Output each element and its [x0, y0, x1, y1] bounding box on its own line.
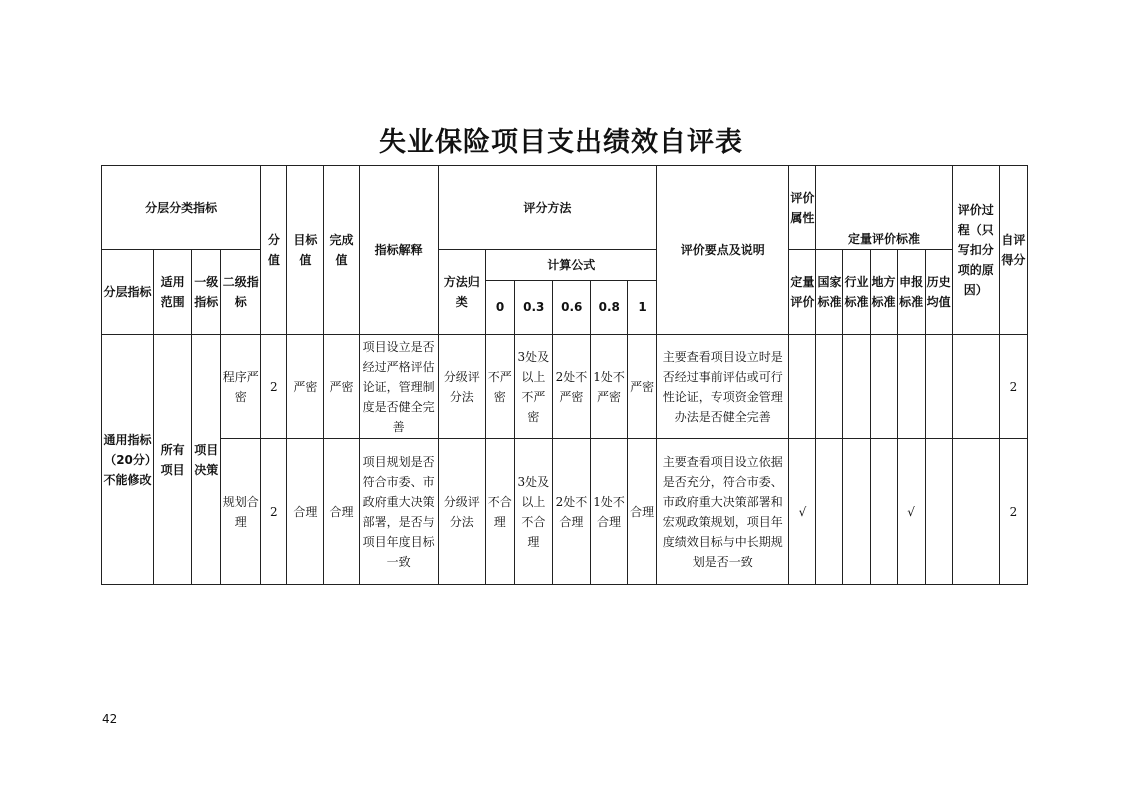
table-row: [102, 439, 1028, 585]
row-formula-0-3: 3处及以上不严密: [514, 335, 552, 439]
header-industry-standard: 行业标准: [843, 250, 870, 335]
header-level2: 二级指标: [221, 250, 261, 335]
table-row: [102, 335, 1028, 439]
row-national: [816, 439, 843, 585]
row-formula-1: 合理: [628, 439, 657, 585]
row-method: 分级评分法: [438, 439, 485, 585]
header-formula-0-3: 0.3: [515, 280, 553, 334]
header-eval-attribute: 评价属性: [789, 166, 816, 250]
row-target: 合理: [287, 439, 324, 585]
group-layer: 通用指标（20分）不能修改: [102, 335, 154, 585]
row-explanation: 项目规划是否符合市委、市政府重大决策部署，是否与项目年度目标一致: [359, 439, 438, 585]
row-local: [870, 335, 897, 439]
header-self-score: 自评得分: [999, 166, 1027, 335]
header-target-value: 目标值: [287, 166, 324, 335]
row-local: [870, 439, 897, 585]
row-score: 2: [261, 439, 287, 585]
row-self-score: 2: [999, 335, 1027, 439]
header-formula-0: 0: [486, 280, 515, 334]
header-row-1: [102, 166, 1028, 250]
row-key-points: 主要查看项目设立时是否经过事前评估或可行性论证，专项资金管理办法是否健全完善: [657, 335, 789, 439]
document-title: 失业保险项目支出绩效自评表: [379, 127, 743, 158]
header-history-average: 历史均值: [925, 250, 952, 335]
row-declared: √: [897, 439, 925, 585]
row-formula-0-6: 2处不严密: [552, 335, 590, 439]
header-score: 分值: [261, 166, 287, 335]
row-industry: [843, 439, 870, 585]
header-method-type: 方法归类: [438, 250, 485, 335]
row-level2: 程序严密: [221, 335, 261, 439]
header-indicator-explanation: 指标解释: [359, 166, 438, 335]
header-declared-standard: 申报标准: [897, 250, 925, 335]
row-target: 严密: [287, 335, 324, 439]
header-level1: 一级指标: [192, 250, 221, 335]
row-level2: 规划合理: [221, 439, 261, 585]
row-explanation: 项目设立是否经过严格评估论证，管理制度是否健全完善: [359, 335, 438, 439]
row-process: [952, 439, 999, 585]
row-formula-0-8: 1处不严密: [590, 335, 627, 439]
performance-table: [101, 165, 1028, 585]
header-layer-indicator: 分层指标: [102, 250, 154, 335]
row-formula-0-6: 2处不合理: [552, 439, 590, 585]
row-completion: 合理: [324, 439, 359, 585]
header-formula-1: 1: [638, 300, 647, 315]
row-history: [925, 335, 952, 439]
row-formula-0-8: 1处不合理: [590, 439, 627, 585]
group-level1: 项目决策: [192, 335, 221, 585]
row-key-points: 主要查看项目设立依据是否充分，符合市委、市政府重大决策部署和宏观政策规划，项目年度绩效目标与中长期规划是否一致: [657, 439, 789, 585]
row-method: 分级评分法: [438, 335, 485, 439]
row-completion: 严密: [324, 335, 359, 439]
header-key-points: 评价要点及说明: [657, 166, 789, 335]
header-national-standard: 国家标准: [816, 250, 843, 335]
row-formula-0: 不严密: [485, 335, 514, 439]
row-quant-eval: √: [789, 439, 816, 585]
row-history: [925, 439, 952, 585]
row-quant-eval: [789, 335, 816, 439]
header-local-standard: 地方标准: [870, 250, 897, 335]
header-scoring-method: 评分方法: [438, 166, 656, 250]
header-quant-eval: 定量评价: [789, 250, 816, 335]
header-formula-block: [485, 250, 656, 335]
group-scope: 所有项目: [154, 335, 192, 585]
header-row-2: [102, 250, 1028, 335]
row-industry: [843, 335, 870, 439]
header-completion-value: 完成值: [324, 166, 359, 335]
row-self-score: 2: [999, 439, 1027, 585]
header-formula-0-6: 0.6: [553, 280, 591, 334]
page-number: 42: [102, 712, 118, 726]
row-national: [816, 335, 843, 439]
header-quant-standard: 定量评价标准: [816, 166, 952, 250]
header-formula-0-8: 0.8: [591, 280, 628, 334]
row-formula-1: 严密: [628, 335, 657, 439]
row-formula-0-3: 3处及以上不合理: [514, 439, 552, 585]
row-score: 2: [261, 335, 287, 439]
row-declared: [897, 335, 925, 439]
header-applicable-scope: 适用范围: [154, 250, 192, 335]
header-eval-process: 评价过程（只写扣分项的原因）: [952, 166, 999, 335]
row-process: [952, 335, 999, 439]
header-formula: 计算公式: [486, 250, 657, 280]
header-group-indicator: 分层分类指标: [102, 166, 261, 250]
row-formula-0: 不合理: [485, 439, 514, 585]
